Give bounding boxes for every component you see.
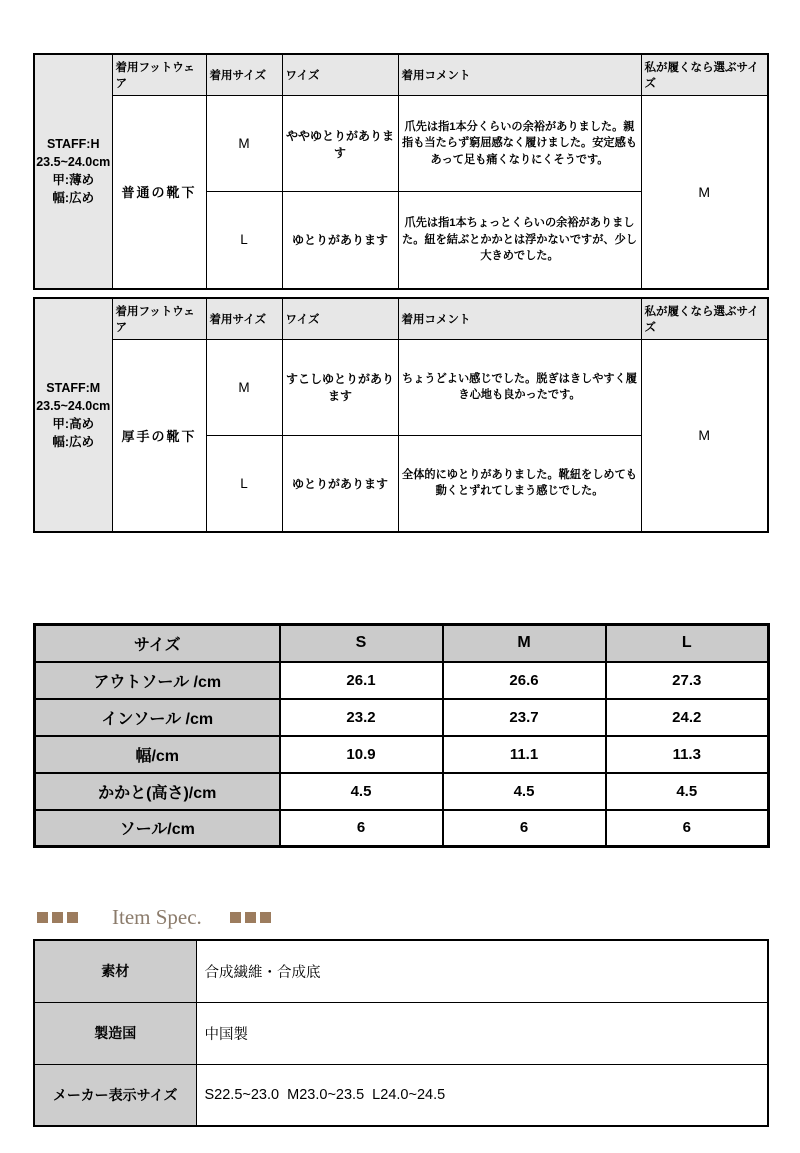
staff-instep: 甲:薄め [52,173,95,188]
header-footwear: 着用フットウェア [112,298,206,340]
square-icon [260,912,271,923]
value-cell: 10.9 [280,736,443,773]
staff-width: 幅:広め [52,191,95,206]
table-row [35,736,769,773]
staff-info-cell [34,54,112,289]
size-col-l: L [606,625,769,662]
spec-value: S22.5~23.0 M23.0~23.5 L24.0~24.5 [196,1064,768,1126]
staff-review-table-2 [33,297,769,534]
fit-cell: ゆとりがあります [282,435,398,532]
size-cell: L [206,435,282,532]
spec-label: 素材 [34,940,196,1002]
value-cell: 11.1 [443,736,606,773]
table-row [35,810,769,847]
table-row [35,662,769,699]
fit-cell: ややゆとりがあります [282,96,398,192]
fit-cell: ゆとりがあります [282,192,398,289]
header-width: ワイズ [282,298,398,340]
row-label: 幅/cm [35,736,280,773]
value-cell: 26.1 [280,662,443,699]
spec-value: 合成繊維・合成底 [196,940,768,1002]
staff-foot-size: 23.5~24.0cm [36,155,111,170]
table-header-row [34,54,768,96]
staff-foot-size: 23.5~24.0cm [36,398,111,413]
table-row [34,1064,768,1126]
size-cell: M [206,96,282,192]
header-choice: 私が履くなら選ぶサイズ [641,298,768,340]
fit-cell: すこしゆとりがあります [282,339,398,435]
table-header-row [34,298,768,340]
square-icon [245,912,256,923]
value-cell: 4.5 [280,773,443,810]
size-chart-corner: サイズ [35,625,280,662]
square-icons-right [230,912,275,923]
item-spec-heading [33,904,767,930]
page-content [33,53,767,1127]
row-label: インソール /cm [35,699,280,736]
header-width: ワイズ [282,54,398,96]
size-cell: L [206,192,282,289]
item-spec-table [33,939,769,1127]
square-icons-left [37,912,82,923]
square-icon [230,912,241,923]
row-label: ソール/cm [35,810,280,847]
comment-cell: 爪先は指1本ちょっとくらいの余裕がありました。紐を結ぶとかかとは浮かないですが、少し大きめでした。 [398,192,641,289]
staff-name: STAFF:M [46,380,101,395]
footwear-cell: 普通の靴下 [112,96,206,289]
table-row [34,339,768,435]
value-cell: 27.3 [606,662,769,699]
comment-cell: 全体的にゆとりがありました。靴紐をしめても動くとずれてしまう感じでした。 [398,435,641,532]
table-row [35,699,769,736]
value-cell: 23.7 [443,699,606,736]
comment-cell: 爪先は指1本分くらいの余裕がありました。親指も当たらず窮屈感なく履けました。安定感もあって足も痛くなりにくそうです。 [398,96,641,192]
choice-cell: M [641,339,768,532]
square-icon [52,912,63,923]
value-cell: 6 [606,810,769,847]
table-row [35,773,769,810]
size-cell: M [206,339,282,435]
size-chart-table [33,623,770,848]
value-cell: 11.3 [606,736,769,773]
header-choice: 私が履くなら選ぶサイズ [641,54,768,96]
value-cell: 4.5 [606,773,769,810]
value-cell: 6 [443,810,606,847]
staff-name: STAFF:H [46,137,100,151]
table-row [34,1002,768,1064]
header-size: 着用サイズ [206,54,282,96]
choice-cell: M [641,96,768,289]
header-comment: 着用コメント [398,298,641,340]
item-spec-title: Item Spec. [112,904,202,929]
value-cell: 26.6 [443,662,606,699]
header-footwear: 着用フットウェア [112,54,206,96]
table-row [34,96,768,192]
staff-review-table-1 [33,53,769,290]
square-icon [67,912,78,923]
footwear-cell: 厚手の靴下 [112,339,206,532]
value-cell: 4.5 [443,773,606,810]
spec-value: 中国製 [196,1002,768,1064]
header-size: 着用サイズ [206,298,282,340]
value-cell: 6 [280,810,443,847]
spec-label: メーカー表示サイズ [34,1064,196,1126]
comment-cell: ちょうどよい感じでした。脱ぎはきしやすく履き心地も良かったです。 [398,339,641,435]
size-chart-header-row [35,625,769,662]
spec-label: 製造国 [34,1002,196,1064]
row-label: かかと(高さ)/cm [35,773,280,810]
value-cell: 24.2 [606,699,769,736]
table-row [34,940,768,1002]
staff-instep: 甲:高め [52,416,95,431]
staff-info-cell [34,298,112,533]
row-label: アウトソール /cm [35,662,280,699]
staff-width: 幅:広め [52,434,95,449]
header-comment: 着用コメント [398,54,641,96]
size-col-s: S [280,625,443,662]
square-icon [37,912,48,923]
value-cell: 23.2 [280,699,443,736]
size-col-m: M [443,625,606,662]
